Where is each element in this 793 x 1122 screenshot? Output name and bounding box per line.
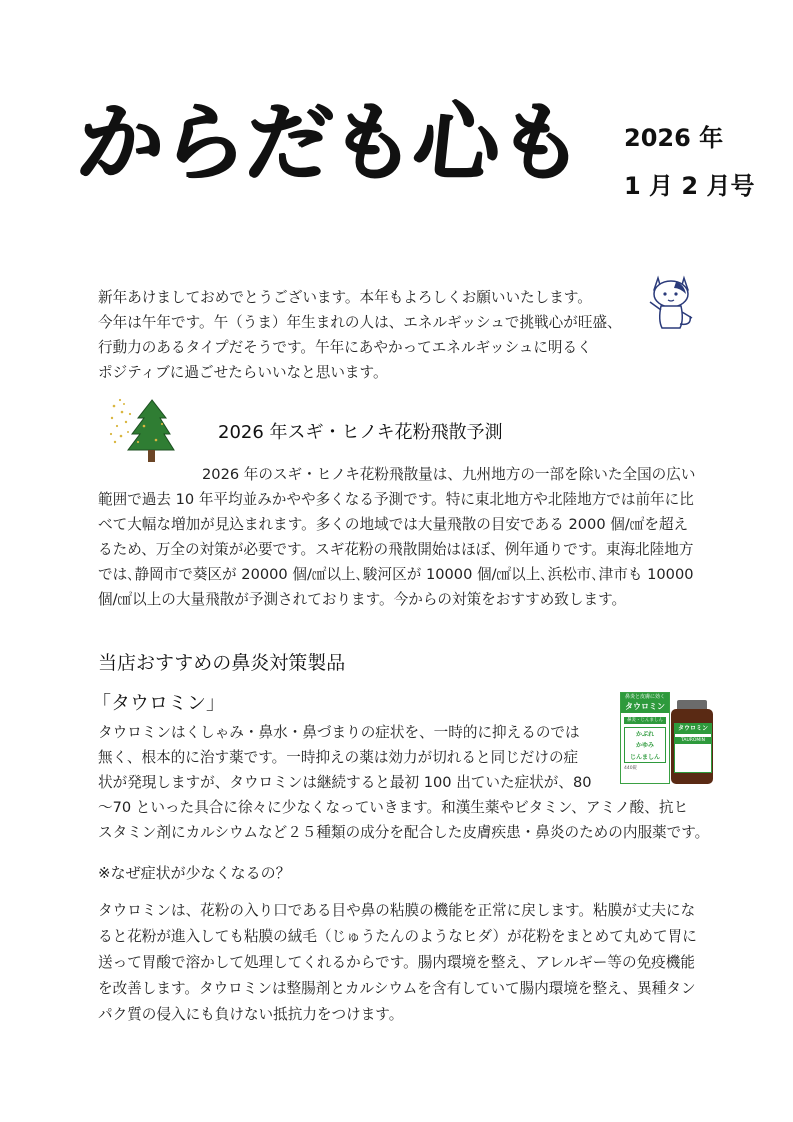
intro-line: 新年あけましておめでとうございます。本年もよろしくお願いいたします。 bbox=[98, 289, 592, 306]
box-count: 440錠 bbox=[624, 766, 638, 771]
pollen-line: 範囲で過去 10 年平均並みかやや多くなる予測です。特に東北地方や北陸地方では前年に比 bbox=[98, 491, 694, 508]
box-brand: タウロミン bbox=[621, 701, 669, 713]
products-heading: 当店おすすめの鼻炎対策製品 bbox=[98, 652, 346, 674]
faq-line: ると花粉が進入しても粘膜の絨毛（じゅうたんのようなヒダ）が花粉をまとめて丸めて胃に bbox=[98, 928, 697, 945]
faq-line: を改善します。タウロミンは整腸剤とカルシウムを含有していて腸内環境を整え、異種タン bbox=[98, 980, 696, 997]
box-label: かゆみ bbox=[635, 742, 654, 750]
intro-line: 行動力のあるタイプだそうです。午年にあやかってエネルギッシュに明るく bbox=[98, 339, 592, 356]
product-line: スタミン剤にカルシウムなど２５種類の成分を配合した皮膚疾患・鼻炎のための内服薬です。 bbox=[98, 824, 710, 841]
faq-line: パク質の侵入にも負けない抵抗力をつけます。 bbox=[98, 1006, 404, 1023]
product-name: 「タウロミン」 bbox=[92, 692, 226, 714]
issue-year: 2026 年 bbox=[624, 124, 724, 152]
intro-line: 今年は午年です。午（うま）年生まれの人は、エネルギッシュで挑戦心が旺盛、 bbox=[98, 314, 622, 331]
pollen-paragraph bbox=[98, 462, 695, 612]
box-badge: 鼻炎・じんましん bbox=[624, 717, 666, 724]
cedar-tree-icon bbox=[108, 396, 180, 466]
product-line: タウロミンはくしゃみ・鼻水・鼻づまりの症状を、一時的に抑えるのでは bbox=[98, 724, 580, 741]
pollen-line: 2026 年のスギ・ヒノキ花粉飛散量は、九州地方の一部を除いた全国の広い bbox=[202, 466, 696, 483]
product-paragraph bbox=[98, 720, 709, 845]
pollen-line: べて大幅な増加が見込まれます。多くの地域では大量飛散の目安である 2000 個/㎠を超え bbox=[98, 516, 689, 533]
pollen-line: 個/㎠以上の大量飛散が予測されております。今からの対策をおすすめ致します。 bbox=[98, 591, 627, 608]
issue-months: 1 月 2 月号 bbox=[624, 172, 755, 200]
cat-mascot-icon bbox=[644, 272, 702, 334]
box-label: じんましん bbox=[629, 753, 660, 761]
faq-line: タウロミンは、花粉の入り口である目や鼻の粘膜の機能を正常に戻します。粘膜が丈夫にな bbox=[98, 902, 696, 919]
bottle-brand: タウロミン bbox=[675, 724, 711, 734]
faq-paragraph bbox=[98, 898, 697, 1028]
product-line: ～70 といった具合に徐々に少なくなっていきます。和漢生薬やビタミン、アミノ酸、抗ヒ bbox=[98, 799, 689, 816]
intro-paragraph bbox=[98, 285, 622, 385]
faq-question: ※なぜ症状が少なくなるの？ bbox=[98, 864, 291, 882]
bottle-cap bbox=[677, 700, 707, 709]
intro-line: ポジティブに過ごせたらいいなと思います。 bbox=[98, 364, 388, 381]
pollen-heading: 2026 年スギ・ヒノキ花粉飛散予測 bbox=[218, 422, 503, 443]
pollen-line: では､静岡市で葵区が 20000 個/㎠以上､駿河区が 10000 個/㎠以上､浜松市､津市も 10000 bbox=[98, 566, 694, 583]
newsletter-title: からだも心も bbox=[72, 92, 588, 193]
product-line: 状が発現しますが、タウロミンは継続すると最初 100 出ていた症状が、80 bbox=[98, 774, 592, 791]
box-label: かぶれ bbox=[635, 731, 654, 739]
product-line: 無く、根本的に治す薬です。一時抑えの薬は効力が切れると同じだけの症 bbox=[98, 749, 579, 766]
faq-line: 送って胃酸で溶かして処理してくれるからです。腸内環境を整え、アレルギー等の免疫機能 bbox=[98, 954, 695, 971]
bottle-sub: TAUROMIN bbox=[675, 737, 711, 744]
box-top-band: 鼻炎と皮膚に効く bbox=[621, 693, 669, 701]
pollen-line: るため、万全の対策が必要です。スギ花粉の飛散開始はほぼ、例年通りです。東海北陸地方 bbox=[98, 541, 694, 558]
